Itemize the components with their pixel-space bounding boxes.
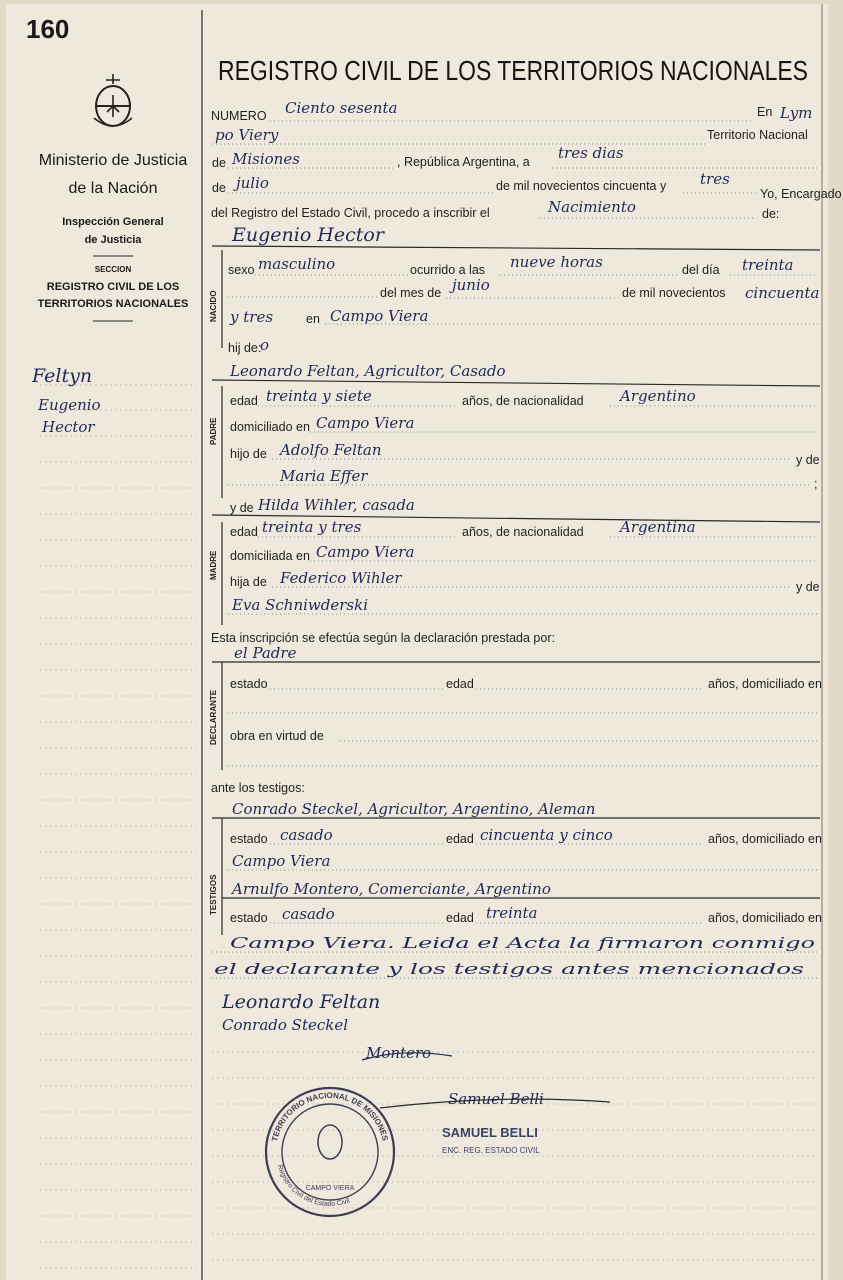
- page-number: 160: [26, 14, 70, 44]
- hw-testigo2: Arnulfo Montero, Comerciante, Argentino: [232, 880, 551, 898]
- section-label: SECCION: [94, 265, 132, 274]
- signature-encargado: Samuel Belli: [448, 1090, 544, 1108]
- hw-padre: Leonardo Feltan, Agricultor, Casado: [230, 362, 506, 380]
- side-label-madre: MADRE: [209, 550, 218, 580]
- hw-testigo2-estado: casado: [282, 905, 335, 923]
- label-de-2: de: [212, 181, 226, 195]
- label-hijo-de2: hijo de: [230, 447, 267, 461]
- hw-testigo1-dom: Campo Viera: [232, 852, 331, 870]
- hw-padre-edad: treinta y siete: [266, 387, 372, 405]
- margin-note-surname: Feltyn: [32, 365, 93, 387]
- side-label-nacido: NACIDO: [209, 290, 218, 322]
- label-edad-madre: edad: [230, 525, 258, 539]
- label-anos-dom-t1: años, domiciliado en: [708, 832, 822, 846]
- hw-cierre1: Campo Viera. Leida el Acta la firmaron conmigo: [230, 934, 815, 952]
- label-estado-t2: estado: [230, 911, 268, 925]
- hw-sexo: masculino: [258, 255, 336, 273]
- label-anos-nac-madre: años, de nacionalidad: [462, 525, 584, 539]
- label-estado-decl: estado: [230, 677, 268, 691]
- label-del-registro: del Registro del Estado Civil, procedo a inscribir el: [211, 206, 490, 220]
- hw-dia: treinta: [742, 256, 794, 274]
- label-en2: en: [306, 312, 320, 326]
- label-anos-nac-padre: años, de nacionalidad: [462, 394, 584, 408]
- label-de-1: de: [212, 156, 226, 170]
- signature-declarante: Leonardo Feltan: [222, 991, 381, 1013]
- label-de-colon: de:: [762, 207, 780, 221]
- hw-padre-nac: Argentino: [620, 387, 696, 405]
- label-y-de-padre: y de: [796, 453, 820, 467]
- label-ocurrido: ocurrido a las: [410, 263, 486, 277]
- label-obra: obra en virtud de: [230, 729, 324, 743]
- hw-madre-edad: treinta y tres: [262, 518, 362, 536]
- hw-cierre2: el declarante y los testigos antes mencionados: [214, 960, 805, 978]
- hw-padre-hijo-de: Adolfo Feltan: [280, 441, 382, 459]
- hw-declarante: el Padre: [234, 644, 297, 662]
- label-ante-testigos: ante los testigos:: [211, 781, 305, 795]
- ministry-sub1: Inspección General: [62, 216, 164, 228]
- ministry-line1: Ministerio de Justicia: [38, 152, 188, 169]
- stamp-role: ENC. REG. ESTADO CIVIL: [442, 1146, 540, 1155]
- stamp-name: SAMUEL BELLI: [442, 1125, 538, 1140]
- hw-anio-nac: cincuenta: [745, 284, 820, 302]
- side-label-padre: PADRE: [209, 417, 218, 445]
- section-line1: REGISTRO CIVIL DE LOS: [46, 281, 180, 293]
- label-anos-dom-t2: años, domiciliado en: [708, 911, 822, 925]
- label-del-mes: del mes de: [380, 286, 442, 300]
- hw-madre-nac: Argentina: [620, 518, 696, 536]
- hw-testigo1-estado: casado: [280, 826, 333, 844]
- hw-testigo1: Conrado Steckel, Agricultor, Argentino, Aleman: [232, 800, 596, 818]
- hw-territorio: Misiones: [232, 150, 300, 168]
- seal-bottom-text: Registro Civil del Estado Civil: [275, 1163, 351, 1209]
- label-yo: Yo, Encargado: [760, 187, 842, 201]
- label-mil-nov2: de mil novecientos: [622, 286, 726, 300]
- hw-madre-madre: Eva Schniwderski: [232, 596, 369, 614]
- hw-mes: julio: [236, 174, 269, 192]
- label-del-dia: del día: [682, 263, 720, 277]
- label-en: En: [757, 105, 773, 119]
- hw-lugar: po Viery: [215, 126, 279, 144]
- signature-testigo2: Montero: [366, 1044, 432, 1062]
- section-line2: TERRITORIOS NACIONALES: [37, 298, 189, 310]
- label-mil-nov: de mil novecientos cincuenta y: [496, 179, 667, 193]
- signature-testigo1: Conrado Steckel: [222, 1016, 349, 1034]
- side-label-testigos: TESTIGOS: [209, 874, 218, 915]
- margin-note-name2: Hector: [42, 418, 95, 436]
- hw-nombre: Eugenio Hector: [232, 224, 384, 246]
- label-hija-de: hija de: [230, 575, 267, 589]
- label-sexo: sexo: [228, 263, 255, 277]
- label-y-de-madre2: y de: [796, 580, 820, 594]
- hw-padre-madre: Maria Effer: [280, 467, 368, 485]
- hw-numero: Ciento sesenta: [285, 99, 398, 117]
- hw-madre-dom: Campo Viera: [316, 543, 415, 561]
- hw-hora: nueve horas: [510, 253, 603, 271]
- margin-note-name1: Eugenio: [38, 396, 101, 414]
- hw-anio: tres: [700, 170, 730, 188]
- hw-lugar-nac: Campo Viera: [330, 307, 429, 325]
- label-semicolon: ;: [814, 477, 818, 491]
- label-republica: , República Argentina, a: [397, 155, 530, 169]
- label-edad-padre: edad: [230, 394, 258, 408]
- label-domiciliado-padre: domiciliado en: [230, 420, 310, 434]
- hw-madre-hija-de: Federico Wihler: [280, 569, 402, 587]
- hw-en: Lym: [780, 104, 813, 122]
- hw-madre: Hilda Wihler, casada: [258, 496, 415, 514]
- seal-top-text: TERRITORIO NACIONAL DE MISIONES: [270, 1090, 390, 1143]
- hw-padre-dom: Campo Viera: [316, 414, 415, 432]
- label-edad-t1: edad: [446, 832, 474, 846]
- side-label-declarante: DECLARANTE: [209, 689, 218, 745]
- hw-mes-nac: junio: [452, 276, 490, 294]
- document-title: REGISTRO CIVIL DE LOS TERRITORIOS NACIONALES: [218, 55, 808, 86]
- seal-center-text: CAMPO VIERA: [305, 1185, 355, 1192]
- hw-hijo-o: o: [260, 336, 270, 354]
- label-inscripcion: Esta inscripción se efectúa según la declaración prestada por:: [211, 631, 555, 645]
- hw-dias: tres dias: [558, 144, 624, 162]
- label-territorio: Territorio Nacional: [707, 128, 808, 142]
- label-y-de-madre: y de: [230, 501, 254, 515]
- hw-lugar-pre: y tres: [230, 308, 274, 326]
- label-anos-dom-decl: años, domiciliado en: [708, 677, 822, 691]
- ministry-sub2: de Justicia: [84, 234, 142, 246]
- label-estado-t1: estado: [230, 832, 268, 846]
- ministry-line2: de la Nación: [68, 180, 158, 197]
- hw-testigo1-edad: cincuenta y cinco: [480, 826, 613, 844]
- label-edad-t2: edad: [446, 911, 474, 925]
- label-hijo-de: hij de:: [228, 341, 262, 355]
- label-domiciliada-madre: domiciliada en: [230, 549, 310, 563]
- hw-testigo2-edad: treinta: [486, 904, 538, 922]
- label-numero: NUMERO: [211, 109, 267, 123]
- hw-acto: Nacimiento: [548, 198, 636, 216]
- label-edad-decl: edad: [446, 677, 474, 691]
